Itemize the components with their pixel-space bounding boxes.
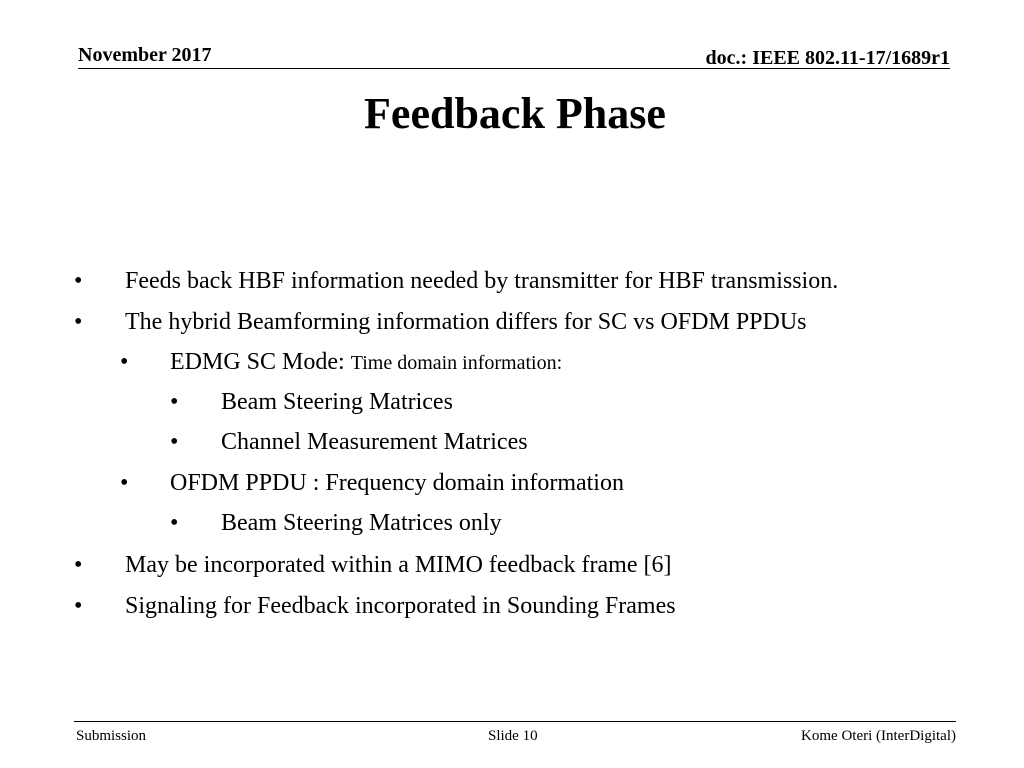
bullet-text: OFDM PPDU : Frequency domain information <box>170 470 624 496</box>
footer-submission: Submission <box>76 728 147 744</box>
bullet-icon: • <box>120 349 129 375</box>
bullet-icon: • <box>120 470 129 496</box>
bullet-text: Beam Steering Matrices <box>221 389 453 415</box>
slide-title: Feedback Phase <box>364 89 666 138</box>
footer-author: Kome Oteri (InterDigital) <box>801 728 956 744</box>
bullet-text: Feeds back HBF information needed by transmitter for HBF transmission. <box>125 268 839 294</box>
bullet-icon: • <box>170 429 179 455</box>
bullet-text: May be incorporated within a MIMO feedback frame [6] <box>125 552 672 578</box>
bullet-icon: • <box>74 309 83 335</box>
bullet-text: Beam Steering Matrices only <box>221 510 502 536</box>
slide-number: Slide 10 <box>488 728 538 744</box>
bullet-text: Signaling for Feedback incorporated in Sounding Frames <box>125 593 676 619</box>
bullet-icon: • <box>170 510 179 536</box>
bullet-text: The hybrid Beamforming information differs for SC vs OFDM PPDUs <box>125 309 807 335</box>
header-date: November 2017 <box>78 44 212 66</box>
footer-divider <box>74 721 956 722</box>
bullet-icon: • <box>170 389 179 415</box>
bullet-text: EDMG SC Mode: <box>170 349 351 375</box>
bullet-icon: • <box>74 268 83 294</box>
bullet-icon: • <box>74 552 83 578</box>
bullet-text: Channel Measurement Matrices <box>221 429 528 455</box>
bullet-icon: • <box>74 593 83 619</box>
document-id: doc.: IEEE 802.11-17/1689r1 <box>705 47 950 69</box>
bullet-text-suffix: Time domain information: <box>350 352 563 374</box>
